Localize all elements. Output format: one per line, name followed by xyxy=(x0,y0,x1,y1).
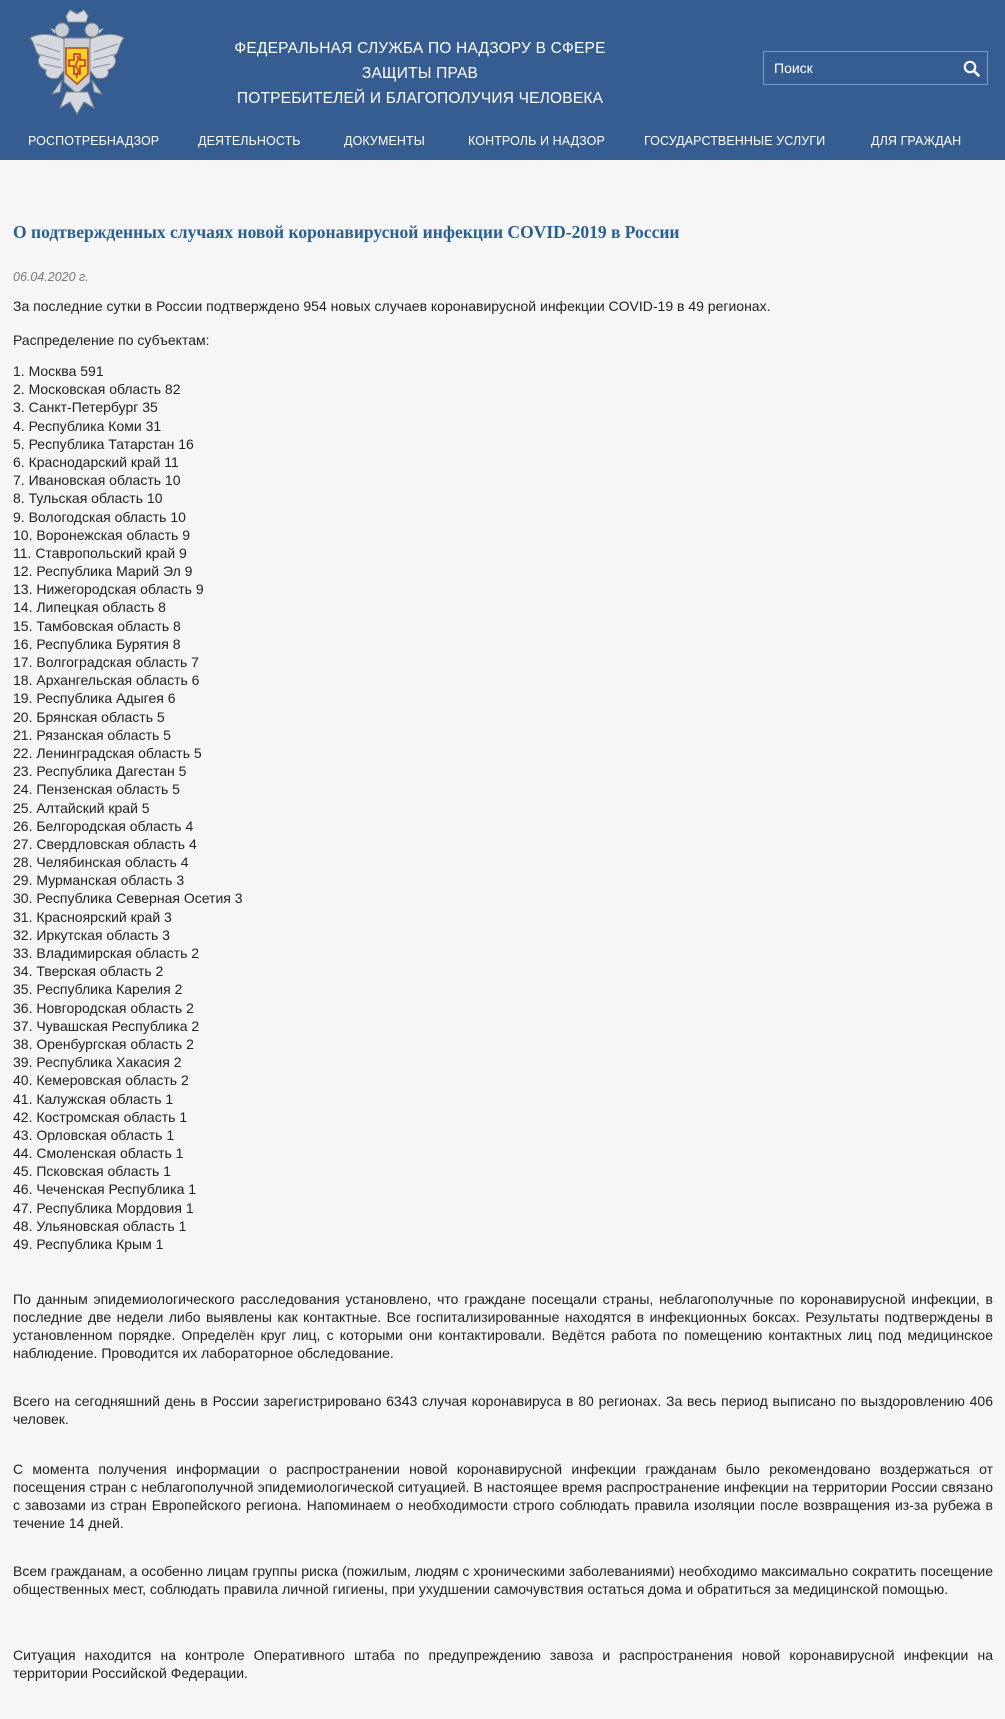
region-list-item: 8. Тульская область 10 xyxy=(13,490,163,507)
search-box xyxy=(763,51,988,85)
region-list-item: 16. Республика Бурятия 8 xyxy=(13,635,181,652)
region-list-item: 31. Красноярский край 3 xyxy=(13,908,172,925)
region-list-item: 37. Чувашская Республика 2 xyxy=(13,1017,200,1034)
site-header xyxy=(0,0,1005,160)
region-list-item: 19. Республика Адыгея 6 xyxy=(13,690,176,707)
region-list-item: 34. Тверская область 2 xyxy=(13,963,164,980)
magnifier-icon xyxy=(963,60,980,77)
region-list-item: 4. Республика Коми 31 xyxy=(13,417,162,434)
region-list-item: 41. Калужская область 1 xyxy=(13,1090,174,1107)
region-list xyxy=(13,362,993,1253)
region-list-item: 2. Московская область 82 xyxy=(13,381,181,398)
region-list-item: 44. Смоленская область 1 xyxy=(13,1145,184,1162)
region-list-item: 49. Республика Крым 1 xyxy=(13,1236,164,1252)
region-list-item: 17. Волгоградская область 7 xyxy=(13,654,199,670)
region-list-item: 46. Чеченская Республика 1 xyxy=(13,1181,197,1198)
site-title xyxy=(200,36,640,111)
nav-item-rospotrebnadzor[interactable]: РОСПОТРЕБНАДЗОР xyxy=(28,134,160,148)
region-list-item: 5. Республика Татарстан 16 xyxy=(13,435,194,452)
region-list-item: 18. Архангельская область 6 xyxy=(13,672,200,689)
region-list-item: 36. Новгородская область 2 xyxy=(13,999,194,1016)
region-list-item: 23. Республика Дагестан 5 xyxy=(13,763,187,780)
region-list-item: 29. Мурманская область 3 xyxy=(13,872,185,889)
region-list-item: 14. Липецкая область 8 xyxy=(13,599,166,616)
region-list-item: 9. Вологодская область 10 xyxy=(13,508,186,525)
article xyxy=(0,220,1005,1682)
nav-item-documents[interactable]: ДОКУМЕНТЫ xyxy=(344,134,425,148)
paragraph-risk-groups: Всем гражданам, а особенно лицам группы риска (пожилым, людям с хроническими заболеваниями) необходимо максимально сократить посещение общественных мест, соблюдать правила личной гигиены, при ухудшении самочувствия остаться дома и обратиться за медицинской помощью. xyxy=(13,1563,993,1598)
paragraph-totals: Всего на сегодняшний день в России зарегистрировано 6343 случая коронавируса в 80 регионах. За весь период выписано по выздоровлению 406 человек. xyxy=(13,1393,993,1428)
region-list-item: 24. Пензенская область 5 xyxy=(13,781,180,798)
paragraph-recommendations: С момента получения информации о распространении новой коронавирусной инфекции гражданам было рекомендовано воздержаться от посещения стран с неблагополучной эпидемиологической ситуацией. В настоящее время распространение инфекции на территории России связано с завозами из стран Европейского региона. Напоминаем о необходимости строго соблюдать правила изоляции после возвращения из-за рубежа в течение 14 дней. xyxy=(13,1461,993,1532)
region-list-item: 20. Брянская область 5 xyxy=(13,708,165,725)
nav-item-activity[interactable]: ДЕЯТЕЛЬНОСТЬ xyxy=(198,134,301,148)
region-list-item: 38. Оренбургская область 2 xyxy=(13,1035,194,1052)
search-button[interactable] xyxy=(955,52,987,84)
region-list-item: 43. Орловская область 1 xyxy=(13,1126,175,1143)
region-list-item: 35. Республика Карелия 2 xyxy=(13,981,183,998)
region-list-item: 25. Алтайский край 5 xyxy=(13,799,150,816)
paragraph-control: Ситуация находится на контроле Оперативного штаба по предупреждению завоза и распространения новой коронавирусной инфекции на территории Российской Федерации. xyxy=(13,1647,993,1682)
region-list-item: 11. Ставропольский край 9 xyxy=(13,544,187,561)
eagle-emblem-icon[interactable] xyxy=(26,8,128,120)
nav-item-control[interactable]: КОНТРОЛЬ И НАДЗОР xyxy=(468,134,605,148)
region-list-item: 47. Республика Мордовия 1 xyxy=(13,1199,194,1216)
article-date: 06.04.2020 г. xyxy=(13,270,89,284)
distribution-label: Распределение по субъектам: xyxy=(13,332,210,348)
region-list-item: 26. Белгородская область 4 xyxy=(13,817,194,834)
region-list-item: 39. Республика Хакасия 2 xyxy=(13,1054,182,1071)
region-list-item: 22. Ленинградская область 5 xyxy=(13,744,202,761)
region-list-item: 10. Воронежская область 9 xyxy=(13,526,190,543)
region-list-item: 28. Челябинская область 4 xyxy=(13,854,189,871)
region-list-item: 6. Краснодарский край 11 xyxy=(13,453,179,470)
region-list-item: 21. Рязанская область 5 xyxy=(13,726,171,743)
region-list-item: 40. Кемеровская область 2 xyxy=(13,1072,189,1089)
region-list-item: 30. Республика Северная Осетия 3 xyxy=(13,890,243,907)
region-list-item: 42. Костромская область 1 xyxy=(13,1108,188,1125)
region-list-item: 12. Республика Марий Эл 9 xyxy=(13,563,193,580)
site-title-line-1: ФЕДЕРАЛЬНАЯ СЛУЖБА ПО НАДЗОРУ В СФЕРЕ ЗАЩИТЫ ПРАВ xyxy=(234,40,606,82)
article-title: О подтвержденных случаях новой коронавирусной инфекции COVID-2019 в России xyxy=(13,222,680,242)
region-list-item: 45. Псковская область 1 xyxy=(13,1163,171,1180)
site-title-line-2: ПОТРЕБИТЕЛЕЙ И БЛАГОПОЛУЧИЯ ЧЕЛОВЕКА xyxy=(236,90,604,107)
search-input[interactable] xyxy=(764,52,955,84)
region-list-item: 15. Тамбовская область 8 xyxy=(13,617,181,634)
nav-item-citizens[interactable]: ДЛЯ ГРАЖДАН xyxy=(871,134,962,148)
article-lead: За последние сутки в России подтверждено 954 новых случаев коронавирусной инфекции COVID-19 в 49 регионах. xyxy=(13,298,771,314)
region-list-item: 48. Ульяновская область 1 xyxy=(13,1217,187,1234)
nav-item-services[interactable]: ГОСУДАРСТВЕННЫЕ УСЛУГИ xyxy=(644,134,826,148)
region-list-item: 13. Нижегородская область 9 xyxy=(13,581,204,598)
main-nav xyxy=(0,128,1005,156)
region-list-item: 3. Санкт-Петербург 35 xyxy=(13,399,158,416)
region-list-item: 7. Ивановская область 10 xyxy=(13,472,181,489)
region-list-item: 1. Москва 591 xyxy=(13,363,104,379)
region-list-item: 32. Иркутская область 3 xyxy=(13,926,170,943)
region-list-item: 33. Владимирская область 2 xyxy=(13,945,200,961)
region-list-item: 27. Свердловская область 4 xyxy=(13,835,197,852)
paragraph-investigation: По данным эпидемиологического расследования установлено, что граждане посещали страны, неблагополучные по коронавирусной инфекции, в последние две недели либо выявлены как контактные. Все госпитализированные находятся в инфекционных боксах. Результаты подтверждены в установленном порядке. Определён круг лиц, с которыми они контактировали. Ведётся работа по помещению контактных лиц под медицинское наблюдение. Проводится их лабораторное обследование. xyxy=(13,1291,993,1362)
